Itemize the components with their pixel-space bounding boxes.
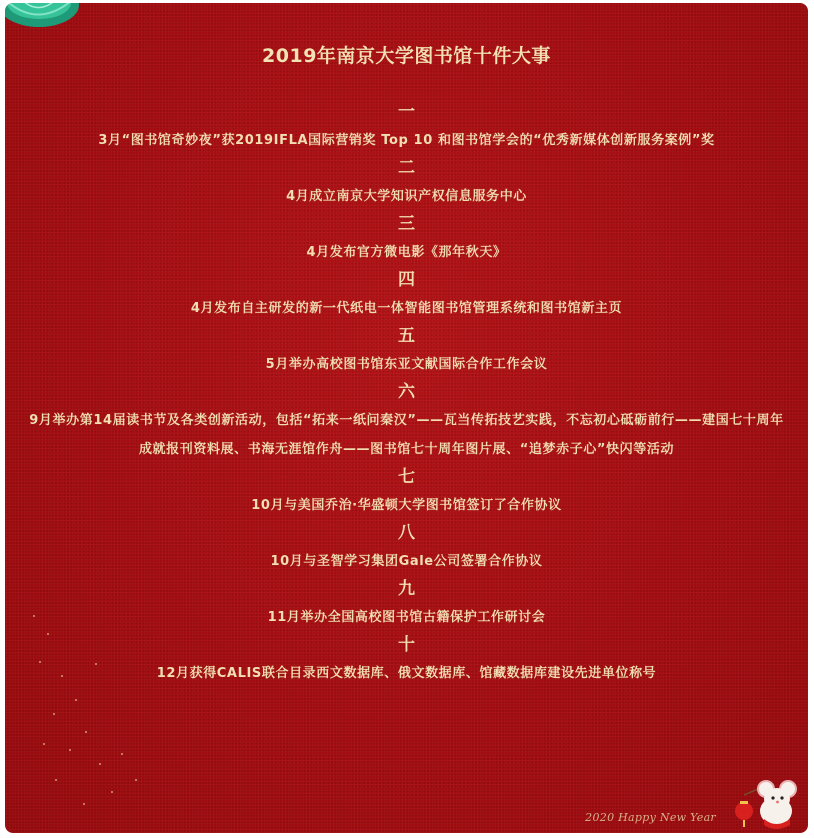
green-lotus-corner-icon: [5, 3, 89, 37]
footer-greeting: 2020 Happy New Year: [585, 811, 716, 824]
event-item-1: [5, 99, 808, 155]
event-description: 3月“图书馆奇妙夜”获2019IFLA国际营销奖 Top 10 和图书馆学会的“优秀新媒体创新服务案例”奖: [98, 133, 715, 148]
event-item-8: [5, 520, 808, 576]
event-number: 十: [398, 635, 415, 655]
event-number: 五: [398, 326, 415, 346]
event-item-2: [5, 155, 808, 211]
event-number: 九: [398, 579, 415, 599]
event-number: 四: [398, 270, 415, 290]
event-description: 11月举办全国高校图书馆古籍保护工作研讨会: [267, 610, 546, 625]
event-item-3: [5, 211, 808, 267]
event-number: 一: [398, 102, 415, 122]
mouse-lantern-icon: [732, 775, 804, 831]
event-description: 9月举办第14届读书节及各类创新活动，包括“拓来一纸问秦汉”——瓦当传拓技艺实践，不忘初心砥砺前行——建国七十周年成就报刊资料展、书海无涯馆作舟——图书馆七十周年图片展、“追梦赤子心”快闪等活动: [29, 413, 784, 457]
event-item-6: [5, 379, 808, 464]
page-title: 2019年南京大学图书馆十件大事: [262, 45, 551, 67]
event-number: 八: [398, 523, 415, 543]
firework-sparkles: [25, 603, 165, 823]
event-description: 10月与美国乔治·华盛顿大学图书馆签订了合作协议: [251, 498, 562, 513]
event-description: 5月举办高校图书馆东亚文献国际合作工作会议: [265, 357, 548, 372]
event-description: 4月发布自主研发的新一代纸电一体智能图书馆管理系统和图书馆新主页: [190, 301, 623, 316]
event-description: 4月发布官方微电影《那年秋天》: [306, 245, 507, 260]
event-description: 4月成立南京大学知识产权信息服务中心: [286, 189, 527, 204]
poster-card: [5, 3, 808, 833]
event-number: 六: [398, 382, 415, 402]
event-number: 七: [398, 467, 415, 487]
event-description: 10月与圣智学习集团Gale公司签署合作协议: [270, 554, 543, 569]
event-description: 12月获得CALIS联合目录西文数据库、俄文数据库、馆藏数据库建设先进单位称号: [156, 666, 657, 681]
event-item-4: [5, 267, 808, 323]
event-item-7: [5, 464, 808, 520]
event-number: 二: [398, 158, 415, 178]
event-number: 三: [398, 214, 415, 234]
events-list: [5, 97, 808, 688]
event-item-5: [5, 323, 808, 379]
